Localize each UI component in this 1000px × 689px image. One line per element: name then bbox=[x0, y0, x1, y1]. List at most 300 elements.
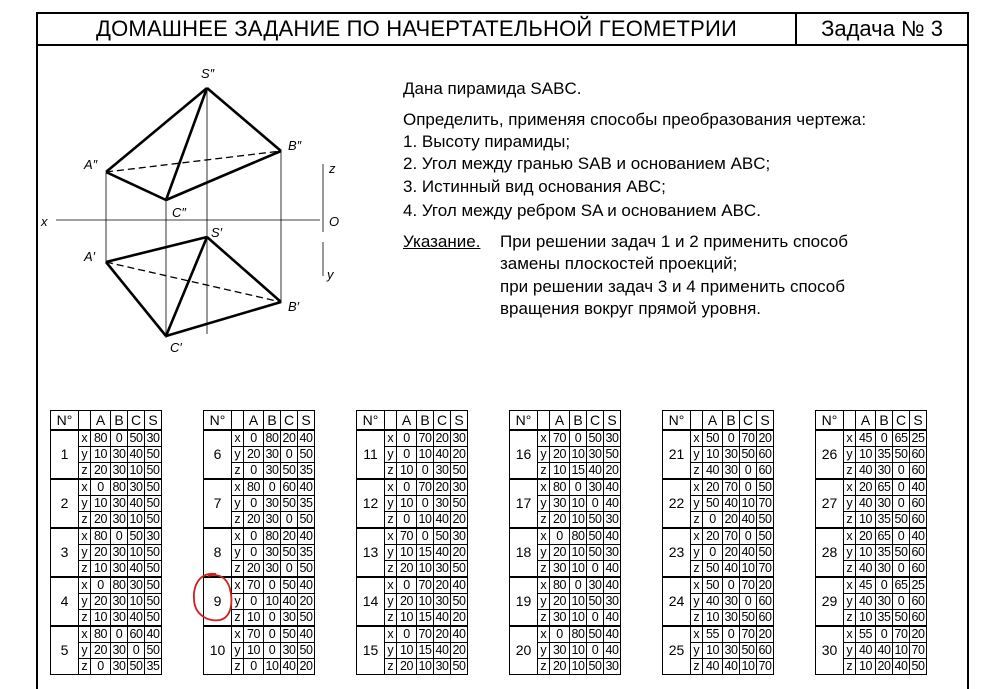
coord-a: 20 bbox=[703, 528, 723, 545]
coord-s: 50 bbox=[145, 577, 162, 594]
coord-s: 50 bbox=[145, 496, 162, 512]
coord-s: 40 bbox=[604, 610, 621, 627]
coord-c: 40 bbox=[434, 512, 451, 529]
coord-s: 40 bbox=[604, 479, 621, 496]
header-point-s: S bbox=[145, 411, 162, 431]
axis-label: x bbox=[844, 528, 856, 545]
frontal-projection bbox=[106, 88, 281, 200]
variant-24-row-x bbox=[663, 577, 774, 594]
coord-a: 0 bbox=[397, 626, 417, 643]
coord-s: 40 bbox=[910, 528, 927, 545]
coord-c: 40 bbox=[281, 659, 298, 675]
axis-label: y bbox=[844, 447, 856, 463]
variant-9-row-x bbox=[204, 577, 315, 594]
variant-number: 3 bbox=[51, 528, 79, 577]
label-b1: B′ bbox=[288, 299, 300, 314]
axis-label: z bbox=[691, 659, 703, 675]
coord-s: 50 bbox=[298, 512, 315, 529]
coord-c: 40 bbox=[128, 610, 145, 627]
coord-c: 50 bbox=[893, 512, 910, 529]
coord-s: 20 bbox=[451, 545, 468, 561]
header-axis bbox=[79, 411, 91, 431]
coord-c: 10 bbox=[128, 545, 145, 561]
axis-label: x bbox=[844, 430, 856, 447]
axis-label: y bbox=[691, 594, 703, 610]
coord-s: 70 bbox=[757, 496, 774, 512]
coord-b: 10 bbox=[570, 496, 587, 512]
task-item-3: 3. Истинный вид основания ABC; bbox=[403, 177, 666, 196]
coord-s: 35 bbox=[298, 545, 315, 561]
coord-b: 30 bbox=[111, 610, 128, 627]
axis-label: x bbox=[385, 626, 397, 643]
coord-c: 40 bbox=[740, 512, 757, 529]
axis-label: z bbox=[538, 561, 550, 578]
coord-c: 30 bbox=[434, 594, 451, 610]
coord-b: 30 bbox=[264, 545, 281, 561]
coord-b: 15 bbox=[570, 463, 587, 480]
coord-b: 20 bbox=[876, 659, 893, 675]
coord-c: 20 bbox=[434, 577, 451, 594]
task-item-4: 4. Угол между ребром SA и основанием ABC. bbox=[403, 201, 761, 220]
coord-b: 30 bbox=[723, 643, 740, 659]
variant-25-row-x bbox=[663, 626, 774, 643]
coord-b: 0 bbox=[264, 577, 281, 594]
axis-label: x bbox=[538, 479, 550, 496]
coord-c: 50 bbox=[740, 610, 757, 627]
variant-number: 23 bbox=[663, 528, 691, 577]
header-point-a: A bbox=[91, 411, 111, 431]
axis-label: z bbox=[79, 561, 91, 578]
coord-b: 10 bbox=[417, 659, 434, 675]
coord-s: 70 bbox=[757, 561, 774, 578]
coord-a: 10 bbox=[703, 643, 723, 659]
coord-s: 60 bbox=[757, 447, 774, 463]
coord-s: 30 bbox=[604, 659, 621, 675]
coord-c: 50 bbox=[587, 626, 604, 643]
coord-c: 50 bbox=[587, 512, 604, 529]
coord-s: 40 bbox=[604, 528, 621, 545]
variant-27-row-x bbox=[816, 479, 927, 496]
header-point-s: S bbox=[910, 411, 927, 431]
coord-b: 65 bbox=[876, 528, 893, 545]
variant-number: 20 bbox=[510, 626, 538, 675]
variant-3-row-x bbox=[51, 528, 162, 545]
coord-b: 10 bbox=[264, 659, 281, 675]
variant-number: 19 bbox=[510, 577, 538, 626]
axis-label: y bbox=[538, 545, 550, 561]
coord-c: 20 bbox=[434, 479, 451, 496]
coord-s: 40 bbox=[298, 430, 315, 447]
axis-label: y bbox=[385, 447, 397, 463]
coord-a: 20 bbox=[244, 512, 264, 529]
coord-s: 20 bbox=[757, 626, 774, 643]
coord-c: 50 bbox=[128, 659, 145, 675]
coord-b: 20 bbox=[723, 512, 740, 529]
axis-label: x bbox=[691, 577, 703, 594]
coord-a: 10 bbox=[856, 447, 876, 463]
axis-label: z bbox=[232, 610, 244, 627]
coord-c: 65 bbox=[893, 430, 910, 447]
coord-b: 70 bbox=[417, 479, 434, 496]
coord-s: 20 bbox=[757, 577, 774, 594]
variant-1-row-x bbox=[51, 430, 162, 447]
header-point-b: B bbox=[876, 411, 893, 431]
coord-s: 50 bbox=[145, 479, 162, 496]
coord-s: 50 bbox=[604, 447, 621, 463]
coord-c: 50 bbox=[128, 430, 145, 447]
label-a2: A″ bbox=[84, 157, 98, 172]
coord-c: 50 bbox=[740, 447, 757, 463]
coord-b: 0 bbox=[417, 496, 434, 512]
coord-b: 0 bbox=[876, 577, 893, 594]
coord-b: 30 bbox=[111, 463, 128, 480]
coord-c: 0 bbox=[587, 610, 604, 627]
coord-b: 80 bbox=[111, 577, 128, 594]
coord-b: 30 bbox=[876, 463, 893, 480]
coord-b: 70 bbox=[417, 626, 434, 643]
coord-b: 30 bbox=[111, 659, 128, 675]
coord-a: 0 bbox=[244, 463, 264, 480]
coord-c: 0 bbox=[893, 528, 910, 545]
coord-b: 30 bbox=[723, 463, 740, 480]
coord-b: 15 bbox=[417, 545, 434, 561]
coord-c: 50 bbox=[587, 430, 604, 447]
axis-label: x bbox=[844, 577, 856, 594]
coord-b: 70 bbox=[417, 430, 434, 447]
coord-a: 40 bbox=[856, 561, 876, 578]
coord-a: 0 bbox=[244, 659, 264, 675]
coord-c: 50 bbox=[281, 626, 298, 643]
coord-b: 0 bbox=[876, 626, 893, 643]
coord-a: 0 bbox=[397, 447, 417, 463]
coord-b: 40 bbox=[723, 659, 740, 675]
coord-b: 15 bbox=[417, 610, 434, 627]
coord-c: 70 bbox=[740, 577, 757, 594]
coord-a: 20 bbox=[550, 512, 570, 529]
coord-b: 0 bbox=[723, 626, 740, 643]
coord-s: 50 bbox=[757, 528, 774, 545]
coord-b: 0 bbox=[570, 577, 587, 594]
coord-s: 50 bbox=[757, 545, 774, 561]
coord-s: 60 bbox=[910, 512, 927, 529]
coord-b: 30 bbox=[723, 594, 740, 610]
axis-label: x bbox=[232, 430, 244, 447]
variant-29-row-x bbox=[816, 577, 927, 594]
coord-a: 40 bbox=[856, 643, 876, 659]
coord-s: 50 bbox=[451, 463, 468, 480]
coord-s: 50 bbox=[451, 659, 468, 675]
coord-a: 40 bbox=[703, 594, 723, 610]
axis-label: x bbox=[385, 528, 397, 545]
axis-label: x bbox=[79, 528, 91, 545]
coord-s: 40 bbox=[604, 643, 621, 659]
variant-15-row-x bbox=[357, 626, 468, 643]
variant-number: 18 bbox=[510, 528, 538, 577]
coord-s: 40 bbox=[298, 479, 315, 496]
variant-number: 25 bbox=[663, 626, 691, 675]
variant-number: 16 bbox=[510, 430, 538, 479]
variant-2-row-x bbox=[51, 479, 162, 496]
coord-b: 30 bbox=[264, 496, 281, 512]
coord-b: 30 bbox=[876, 561, 893, 578]
coord-c: 50 bbox=[893, 545, 910, 561]
coord-b: 70 bbox=[723, 528, 740, 545]
coord-a: 20 bbox=[550, 545, 570, 561]
coord-c: 0 bbox=[893, 463, 910, 480]
variant-number: 28 bbox=[816, 528, 844, 577]
coord-a: 20 bbox=[397, 594, 417, 610]
coord-s: 30 bbox=[604, 594, 621, 610]
task-item-1: 1. Высоту пирамиды; bbox=[403, 132, 571, 151]
coord-a: 20 bbox=[244, 447, 264, 463]
coord-c: 0 bbox=[740, 479, 757, 496]
coord-b: 35 bbox=[876, 545, 893, 561]
coord-b: 10 bbox=[417, 561, 434, 578]
coord-c: 0 bbox=[893, 594, 910, 610]
coord-s: 60 bbox=[910, 561, 927, 578]
coord-s: 50 bbox=[145, 463, 162, 480]
coord-a: 40 bbox=[703, 463, 723, 480]
coord-c: 30 bbox=[128, 479, 145, 496]
coord-c: 30 bbox=[281, 643, 298, 659]
coord-c: 50 bbox=[587, 528, 604, 545]
coord-c: 65 bbox=[893, 577, 910, 594]
coord-c: 30 bbox=[128, 577, 145, 594]
axis-label: y bbox=[385, 643, 397, 659]
header-point-s: S bbox=[451, 411, 468, 431]
coord-c: 50 bbox=[587, 545, 604, 561]
coord-a: 0 bbox=[244, 594, 264, 610]
coord-a: 10 bbox=[856, 610, 876, 627]
label-c1: C′ bbox=[170, 340, 182, 355]
axis-label: x bbox=[538, 626, 550, 643]
header-bar bbox=[36, 12, 969, 46]
coord-b: 10 bbox=[570, 659, 587, 675]
variant-14-row-x bbox=[357, 577, 468, 594]
coord-b: 30 bbox=[111, 512, 128, 529]
coord-b: 80 bbox=[111, 479, 128, 496]
coord-a: 40 bbox=[856, 463, 876, 480]
variant-number: 10 bbox=[204, 626, 232, 675]
axis-label: y bbox=[844, 594, 856, 610]
coord-b: 30 bbox=[111, 545, 128, 561]
coord-c: 0 bbox=[740, 594, 757, 610]
variant-table-6 bbox=[815, 410, 927, 675]
coord-a: 20 bbox=[397, 659, 417, 675]
coord-s: 35 bbox=[298, 463, 315, 480]
coord-s: 60 bbox=[757, 610, 774, 627]
coord-s: 60 bbox=[910, 447, 927, 463]
coord-a: 10 bbox=[397, 545, 417, 561]
coord-s: 40 bbox=[604, 577, 621, 594]
coord-a: 10 bbox=[397, 643, 417, 659]
variant-21-row-x bbox=[663, 430, 774, 447]
header-number: N° bbox=[204, 411, 232, 431]
coord-c: 40 bbox=[893, 659, 910, 675]
axis-label: x bbox=[79, 430, 91, 447]
horizontal-projection bbox=[106, 237, 281, 336]
coord-s: 30 bbox=[145, 430, 162, 447]
axis-label: z bbox=[538, 463, 550, 480]
coord-s: 60 bbox=[910, 594, 927, 610]
variant-11-row-x bbox=[357, 430, 468, 447]
coord-c: 0 bbox=[128, 643, 145, 659]
frame-right-border bbox=[967, 44, 969, 689]
axis-label: x bbox=[232, 479, 244, 496]
coord-b: 35 bbox=[876, 512, 893, 529]
coord-b: 0 bbox=[264, 626, 281, 643]
coord-c: 30 bbox=[587, 479, 604, 496]
coord-b: 80 bbox=[570, 626, 587, 643]
coord-c: 20 bbox=[434, 626, 451, 643]
axis-label: z bbox=[232, 512, 244, 529]
variant-10-row-x bbox=[204, 626, 315, 643]
coord-a: 0 bbox=[550, 626, 570, 643]
coord-s: 50 bbox=[145, 594, 162, 610]
coord-c: 0 bbox=[587, 643, 604, 659]
variant-number: 15 bbox=[357, 626, 385, 675]
header-point-a: A bbox=[703, 411, 723, 431]
variant-table-5 bbox=[662, 410, 774, 675]
coord-a: 10 bbox=[91, 447, 111, 463]
axis-label: z bbox=[385, 512, 397, 529]
axis-label: x bbox=[385, 479, 397, 496]
label-a1: A′ bbox=[84, 249, 96, 264]
coord-s: 30 bbox=[451, 479, 468, 496]
axis-label: x bbox=[79, 479, 91, 496]
coord-s: 50 bbox=[145, 545, 162, 561]
variant-number: 12 bbox=[357, 479, 385, 528]
variant-number: 9 bbox=[204, 577, 232, 626]
coord-c: 30 bbox=[434, 659, 451, 675]
coord-a: 10 bbox=[397, 463, 417, 480]
variant-number: 4 bbox=[51, 577, 79, 626]
coord-s: 50 bbox=[298, 610, 315, 627]
variant-number: 17 bbox=[510, 479, 538, 528]
axis-label: y bbox=[691, 643, 703, 659]
variant-number: 8 bbox=[204, 528, 232, 577]
axis-label: y bbox=[385, 496, 397, 512]
coord-c: 10 bbox=[740, 659, 757, 675]
axis-label: z bbox=[691, 610, 703, 627]
coord-b: 30 bbox=[111, 447, 128, 463]
variant-8-row-x bbox=[204, 528, 315, 545]
axis-label: x bbox=[538, 577, 550, 594]
variant-number: 26 bbox=[816, 430, 844, 479]
axis-label: z bbox=[844, 659, 856, 675]
header-point-c: C bbox=[434, 411, 451, 431]
variant-13-row-x bbox=[357, 528, 468, 545]
coord-a: 45 bbox=[856, 430, 876, 447]
coord-b: 0 bbox=[264, 610, 281, 627]
header-axis bbox=[232, 411, 244, 431]
axis-label: x bbox=[844, 479, 856, 496]
coord-s: 35 bbox=[298, 496, 315, 512]
coord-a: 70 bbox=[550, 430, 570, 447]
coord-a: 10 bbox=[856, 659, 876, 675]
header-number: N° bbox=[663, 411, 691, 431]
header-number: N° bbox=[51, 411, 79, 431]
coord-c: 60 bbox=[128, 626, 145, 643]
coord-s: 50 bbox=[757, 512, 774, 529]
coord-a: 30 bbox=[550, 643, 570, 659]
coord-s: 60 bbox=[910, 545, 927, 561]
coord-c: 40 bbox=[434, 545, 451, 561]
coord-a: 20 bbox=[244, 561, 264, 578]
coord-s: 60 bbox=[910, 496, 927, 512]
coord-a: 20 bbox=[703, 479, 723, 496]
coord-b: 80 bbox=[264, 528, 281, 545]
header-point-c: C bbox=[128, 411, 145, 431]
coord-a: 20 bbox=[91, 643, 111, 659]
pyramid-epure-drawing bbox=[38, 56, 358, 356]
axis-label: x bbox=[538, 528, 550, 545]
coord-c: 50 bbox=[740, 643, 757, 659]
coord-b: 10 bbox=[570, 594, 587, 610]
coord-a: 70 bbox=[397, 528, 417, 545]
coord-c: 10 bbox=[128, 594, 145, 610]
coord-a: 40 bbox=[703, 659, 723, 675]
coord-s: 25 bbox=[910, 430, 927, 447]
coord-b: 0 bbox=[264, 643, 281, 659]
axis-label: y bbox=[232, 545, 244, 561]
coord-a: 80 bbox=[550, 479, 570, 496]
determine-line: Определить, применяя способы преобразования чертежа: bbox=[403, 110, 867, 129]
axis-label: z bbox=[538, 512, 550, 529]
header-point-a: A bbox=[856, 411, 876, 431]
coord-a: 55 bbox=[856, 626, 876, 643]
coord-s: 20 bbox=[298, 594, 315, 610]
header-number: N° bbox=[357, 411, 385, 431]
coord-s: 40 bbox=[298, 626, 315, 643]
coord-s: 50 bbox=[145, 561, 162, 578]
coord-a: 10 bbox=[244, 643, 264, 659]
coord-s: 50 bbox=[451, 496, 468, 512]
coord-s: 20 bbox=[451, 643, 468, 659]
axis-label: y bbox=[844, 643, 856, 659]
coord-a: 0 bbox=[397, 430, 417, 447]
coord-c: 70 bbox=[740, 626, 757, 643]
coord-b: 40 bbox=[723, 561, 740, 578]
coord-b: 0 bbox=[264, 479, 281, 496]
header-axis bbox=[538, 411, 550, 431]
coord-a: 0 bbox=[244, 528, 264, 545]
coord-a: 0 bbox=[703, 512, 723, 529]
label-z: z bbox=[329, 161, 336, 176]
coord-a: 20 bbox=[91, 463, 111, 480]
coord-b: 80 bbox=[570, 528, 587, 545]
axis-label: z bbox=[79, 610, 91, 627]
axis-label: z bbox=[79, 512, 91, 529]
coord-c: 40 bbox=[740, 545, 757, 561]
coord-a: 55 bbox=[703, 626, 723, 643]
variant-number: 21 bbox=[663, 430, 691, 479]
coord-c: 50 bbox=[281, 463, 298, 480]
coord-c: 20 bbox=[434, 430, 451, 447]
header-point-b: B bbox=[417, 411, 434, 431]
coord-a: 10 bbox=[703, 447, 723, 463]
coord-b: 30 bbox=[111, 594, 128, 610]
coord-b: 10 bbox=[417, 594, 434, 610]
coord-c: 30 bbox=[434, 561, 451, 578]
label-s1: S′ bbox=[211, 225, 223, 240]
axis-label: z bbox=[538, 610, 550, 627]
coord-b: 30 bbox=[264, 561, 281, 578]
coord-b: 30 bbox=[264, 463, 281, 480]
coord-c: 30 bbox=[434, 496, 451, 512]
coord-c: 0 bbox=[281, 512, 298, 529]
coord-a: 20 bbox=[550, 594, 570, 610]
